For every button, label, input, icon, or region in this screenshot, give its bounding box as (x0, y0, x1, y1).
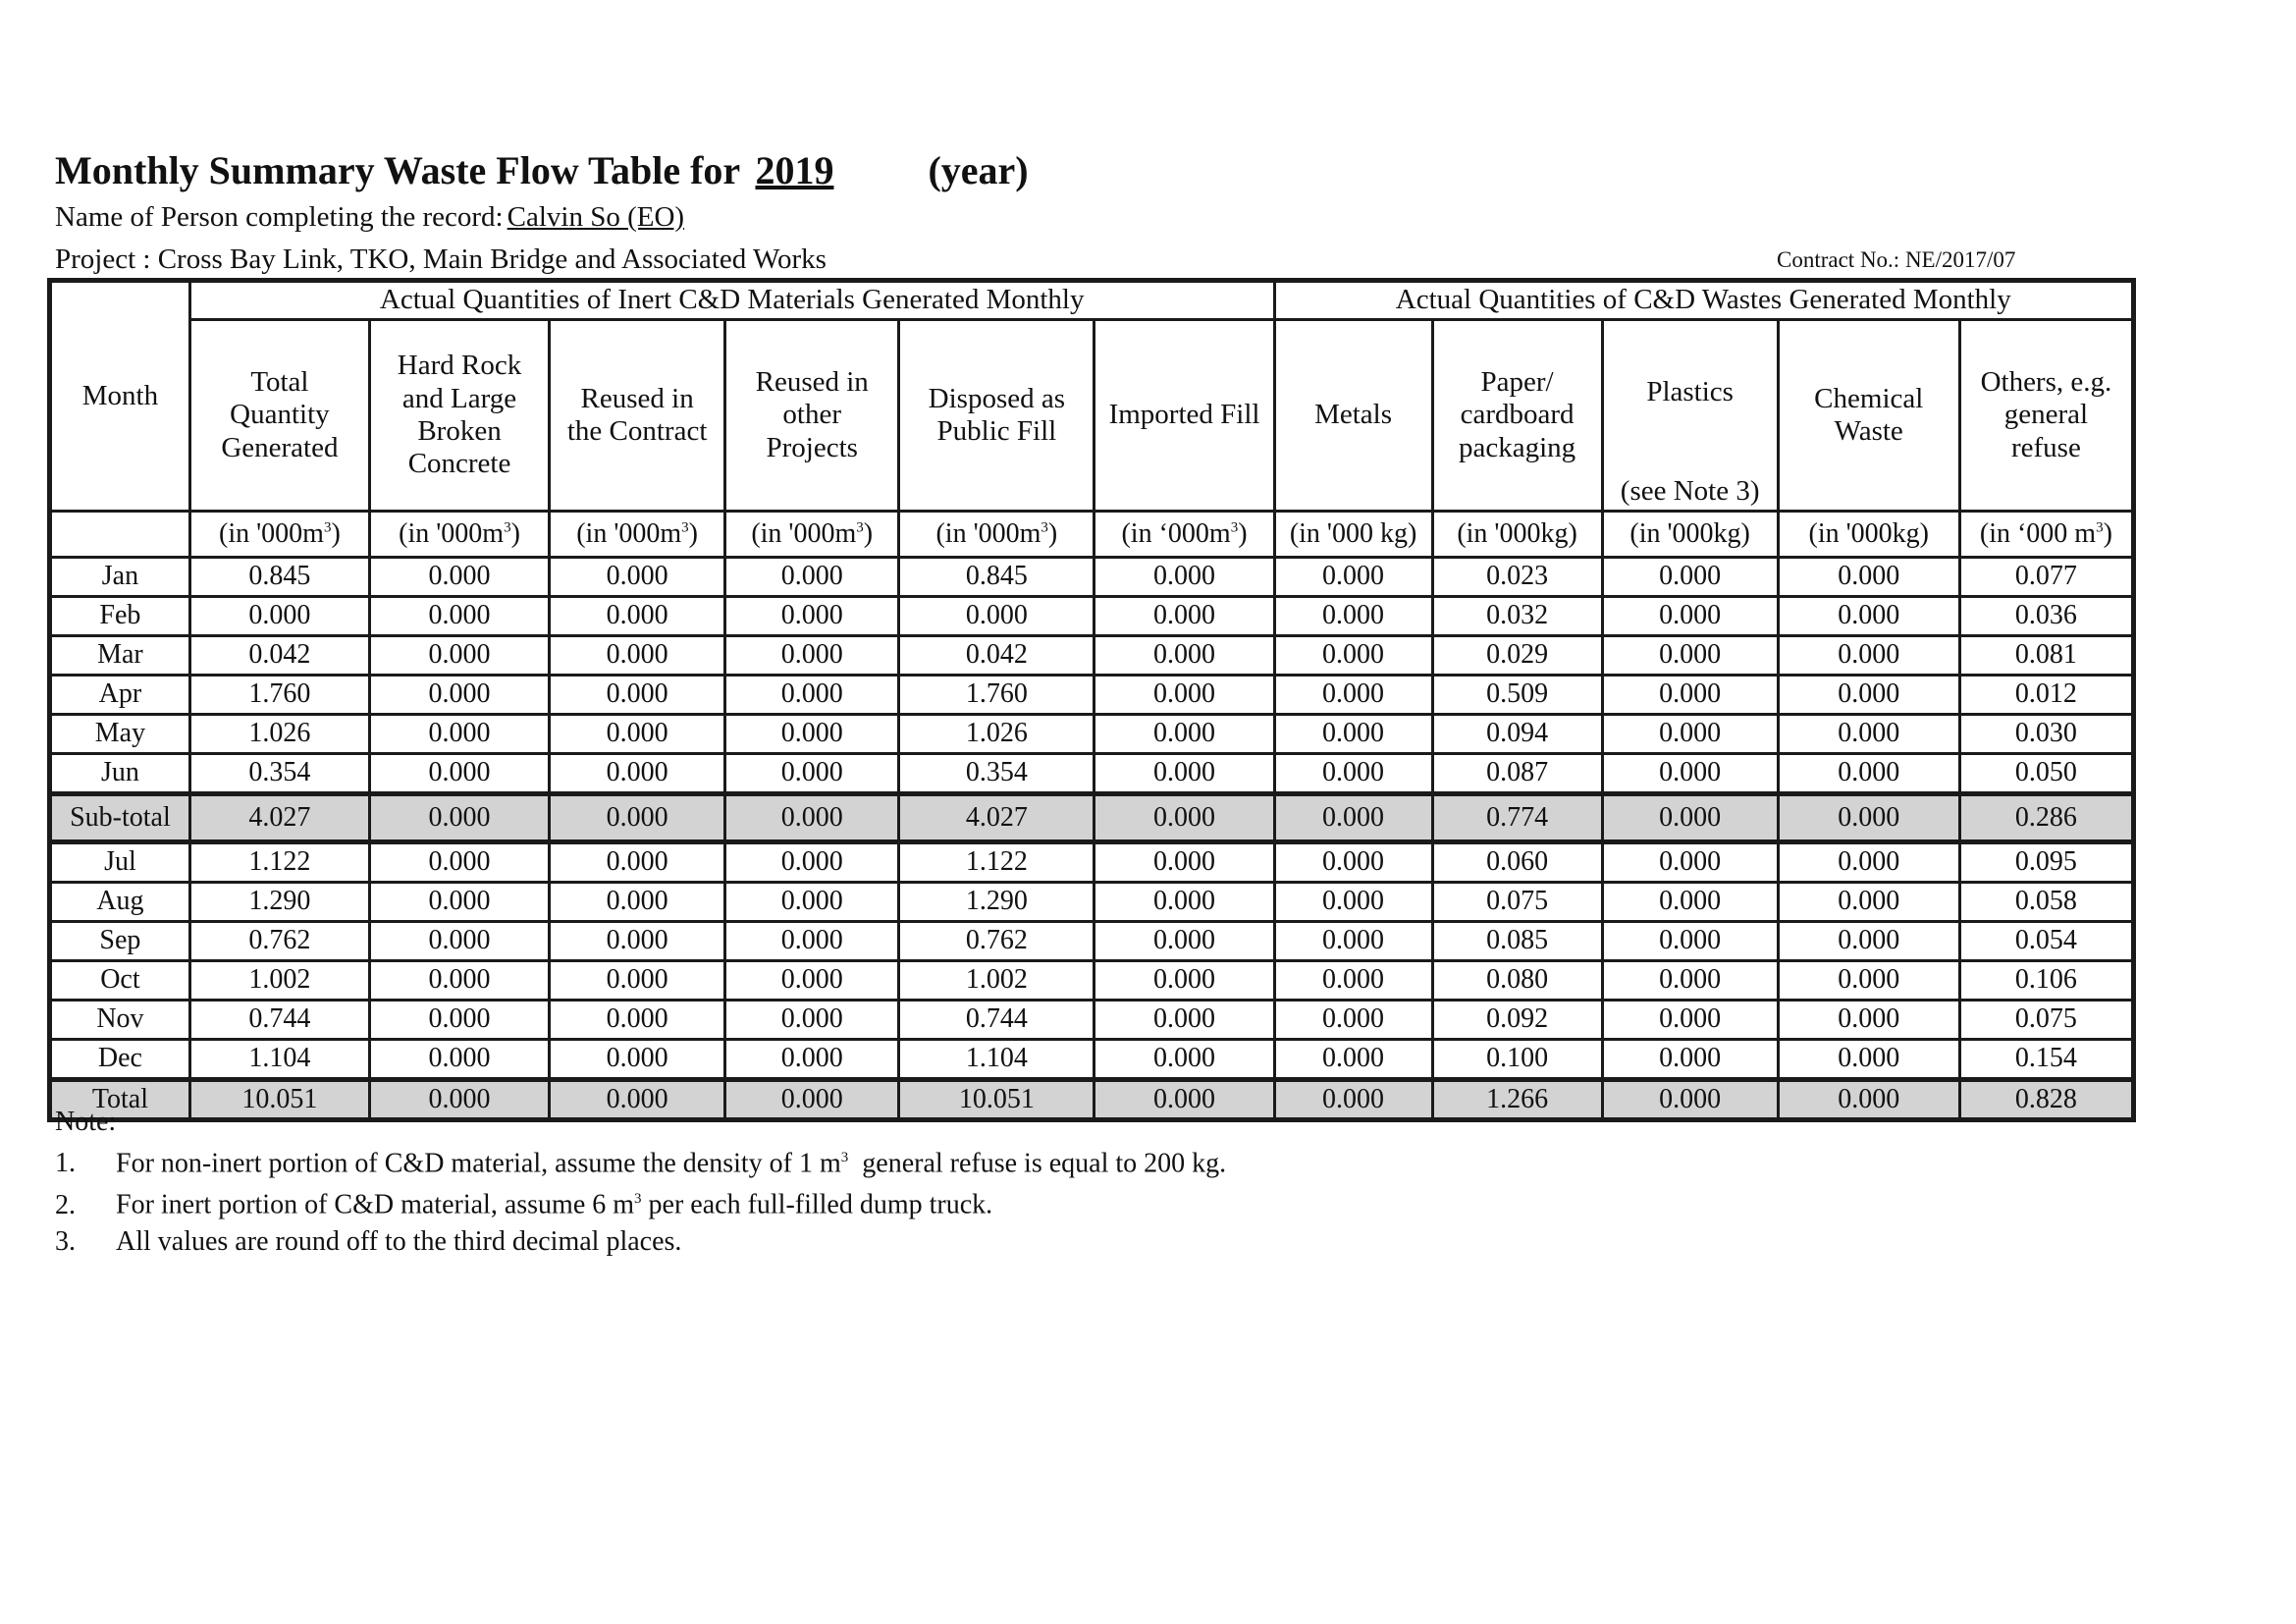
value-cell: 0.000 (1095, 676, 1274, 715)
column-header (1095, 320, 1274, 512)
month-cell: Oct (50, 961, 190, 1001)
column-header (899, 320, 1095, 512)
value-cell: 0.050 (1959, 754, 2133, 794)
value-cell: 0.774 (1432, 794, 1602, 842)
month-cell: Total (50, 1080, 190, 1120)
column-header-label: Plastics (1646, 376, 1734, 407)
month-cell: Aug (50, 883, 190, 922)
value-cell: 0.000 (1778, 1040, 1959, 1080)
value-cell: 0.762 (189, 922, 369, 961)
value-cell: 0.000 (550, 922, 725, 961)
unit-text: (in '000kg) (1457, 517, 1577, 549)
note-number: 3. (55, 1225, 76, 1257)
waste-flow-table (47, 278, 2136, 1122)
table-row (50, 636, 2134, 676)
value-cell: 0.000 (369, 1001, 549, 1040)
value-cell: 0.000 (369, 794, 549, 842)
value-cell: 0.094 (1432, 715, 1602, 754)
value-cell: 0.030 (1959, 715, 2133, 754)
value-cell: 0.060 (1432, 842, 1602, 883)
unit-text: (in ‘000m (1121, 517, 1231, 549)
value-cell: 0.000 (369, 922, 549, 961)
column-header-line: Metals (1314, 399, 1393, 431)
value-cell: 0.000 (1602, 715, 1778, 754)
notes-heading: Note: (55, 1107, 117, 1137)
column-unit (1432, 512, 1602, 558)
unit-superscript: 3 (681, 519, 689, 536)
value-cell: 0.000 (1602, 1001, 1778, 1040)
person-label: Name of Person completing the record: (55, 201, 504, 233)
value-cell: 0.000 (550, 676, 725, 715)
table-row (50, 597, 2134, 636)
column-header-line: and Large (401, 382, 517, 414)
value-cell: 0.000 (1778, 1080, 1959, 1120)
value-cell: 0.000 (1095, 1080, 1274, 1120)
value-cell: 0.000 (899, 597, 1095, 636)
value-cell: 0.000 (1274, 883, 1432, 922)
value-cell: 1.002 (189, 961, 369, 1001)
value-cell: 10.051 (899, 1080, 1095, 1120)
note-item (55, 1181, 1226, 1222)
value-cell: 0.354 (189, 754, 369, 794)
month-cell: Apr (50, 676, 190, 715)
value-cell: 0.000 (1095, 842, 1274, 883)
notes-section (55, 1104, 1226, 1260)
column-header-line: Hard Rock (397, 350, 522, 382)
value-cell: 0.000 (1274, 676, 1432, 715)
value-cell: 1.002 (899, 961, 1095, 1001)
value-cell: 0.032 (1432, 597, 1602, 636)
value-cell: 0.000 (1274, 597, 1432, 636)
value-cell: 0.000 (1778, 961, 1959, 1001)
value-cell: 0.000 (550, 842, 725, 883)
value-cell: 0.100 (1432, 1040, 1602, 1080)
value-cell: 0.000 (1274, 961, 1432, 1001)
value-cell: 0.000 (1274, 558, 1432, 597)
value-cell: 0.286 (1959, 794, 2133, 842)
column-header-note: (see Note 3) (1620, 474, 1760, 507)
table-row (50, 883, 2134, 922)
column-header-line: Concrete (407, 448, 511, 480)
value-cell: 0.000 (550, 715, 725, 754)
value-cell: 0.000 (550, 754, 725, 794)
column-header-line: Reused in (755, 365, 869, 398)
value-cell: 0.845 (899, 558, 1095, 597)
column-header-line: refuse (2010, 431, 2081, 463)
value-cell: 0.354 (899, 754, 1095, 794)
value-cell: 0.828 (1959, 1080, 2133, 1120)
value-cell: 0.081 (1959, 636, 2133, 676)
value-cell: 0.000 (725, 754, 899, 794)
value-cell: 0.085 (1432, 922, 1602, 961)
value-cell: 0.000 (1095, 794, 1274, 842)
note-number: 2. (55, 1189, 76, 1220)
value-cell: 0.058 (1959, 883, 2133, 922)
value-cell: 0.000 (1095, 636, 1274, 676)
column-unit (1602, 512, 1778, 558)
unit-end: ) (331, 517, 341, 549)
value-cell: 4.027 (189, 794, 369, 842)
value-cell: 1.026 (899, 715, 1095, 754)
value-cell: 0.000 (550, 961, 725, 1001)
value-cell: 0.000 (725, 636, 899, 676)
value-cell: 0.000 (369, 1040, 549, 1080)
value-cell: 0.000 (725, 883, 899, 922)
month-header: Month (50, 281, 190, 512)
value-cell: 0.023 (1432, 558, 1602, 597)
value-cell: 0.000 (550, 883, 725, 922)
month-cell: Jun (50, 754, 190, 794)
value-cell: 4.027 (899, 794, 1095, 842)
column-header (189, 320, 369, 512)
unit-superscript: 3 (323, 519, 332, 536)
month-cell: Mar (50, 636, 190, 676)
table-row (50, 842, 2134, 883)
unit-superscript: 3 (856, 519, 864, 536)
table-row (50, 754, 2134, 794)
value-cell: 1.104 (189, 1040, 369, 1080)
unit-superscript: 3 (1041, 519, 1048, 536)
column-unit (550, 512, 725, 558)
unit-end: ) (1238, 517, 1248, 549)
column-header-line: Broken (417, 415, 502, 447)
month-cell: Nov (50, 1001, 190, 1040)
value-cell: 0.000 (369, 883, 549, 922)
column-unit (1095, 512, 1274, 558)
value-cell: 0.000 (1095, 961, 1274, 1001)
value-cell: 0.000 (1274, 794, 1432, 842)
value-cell: 0.000 (550, 597, 725, 636)
column-unit (189, 512, 369, 558)
value-cell: 0.000 (725, 1080, 899, 1120)
value-cell: 0.000 (369, 558, 549, 597)
value-cell: 0.000 (369, 636, 549, 676)
value-cell: 0.762 (899, 922, 1095, 961)
value-cell: 0.087 (1432, 754, 1602, 794)
value-cell: 0.000 (725, 558, 899, 597)
value-cell: 0.000 (550, 1040, 725, 1080)
column-header-line: Paper/ (1480, 365, 1554, 398)
value-cell: 0.000 (1274, 1080, 1432, 1120)
month-cell: Jan (50, 558, 190, 597)
column-header-line: Quantity (230, 399, 330, 431)
note-text-end: per each full-filled dump truck. (641, 1189, 993, 1220)
note-item (55, 1223, 1226, 1260)
value-cell: 0.000 (550, 636, 725, 676)
value-cell: 0.000 (1602, 754, 1778, 794)
column-header-line: the Contract (566, 415, 708, 447)
value-cell: 1.122 (899, 842, 1095, 883)
value-cell: 0.000 (1274, 1040, 1432, 1080)
value-cell: 0.080 (1432, 961, 1602, 1001)
column-header-line: packaging (1458, 431, 1576, 463)
value-cell: 0.000 (1778, 676, 1959, 715)
column-header-line: Disposed as (928, 382, 1066, 414)
unit-text: (in '000kg) (1629, 517, 1750, 549)
value-cell: 0.054 (1959, 922, 2133, 961)
value-cell: 0.000 (1095, 754, 1274, 794)
column-header-line: Others, e.g. (1980, 365, 2112, 398)
value-cell: 0.000 (1778, 715, 1959, 754)
value-cell: 0.000 (1778, 794, 1959, 842)
value-cell: 0.000 (725, 961, 899, 1001)
value-cell: 1.266 (1432, 1080, 1602, 1120)
value-cell: 0.000 (1095, 558, 1274, 597)
title-year: 2019 (755, 148, 834, 192)
value-cell: 0.000 (1778, 922, 1959, 961)
table-row (50, 1040, 2134, 1080)
value-cell: 0.000 (550, 794, 725, 842)
person-line (55, 201, 684, 234)
value-cell: 0.000 (1602, 794, 1778, 842)
value-cell: 0.000 (725, 1001, 899, 1040)
value-cell: 0.095 (1959, 842, 2133, 883)
value-cell: 0.000 (1602, 558, 1778, 597)
note-text: For non-inert portion of C&D material, assume the density of 1 m (116, 1148, 841, 1179)
page-title (55, 147, 1029, 193)
month-cell: Sep (50, 922, 190, 961)
column-header-line: general (2003, 399, 2089, 431)
unit-text: (in '000kg) (1808, 517, 1929, 549)
value-cell: 0.000 (369, 676, 549, 715)
column-header-line: cardboard (1460, 399, 1575, 431)
unit-superscript: 3 (504, 519, 511, 536)
column-unit (369, 512, 549, 558)
column-header-line: Public Fill (936, 415, 1057, 447)
value-cell: 0.012 (1959, 676, 2133, 715)
value-cell: 0.000 (1095, 922, 1274, 961)
column-header-line: Total (250, 365, 309, 398)
value-cell: 0.075 (1432, 883, 1602, 922)
value-cell: 0.000 (1602, 883, 1778, 922)
column-header (1602, 320, 1778, 512)
note-number: 1. (55, 1148, 76, 1179)
table-row (50, 558, 2134, 597)
value-cell: 0.075 (1959, 1001, 2133, 1040)
value-cell: 0.000 (1602, 842, 1778, 883)
value-cell: 0.000 (369, 961, 549, 1001)
value-cell: 1.290 (899, 883, 1095, 922)
value-cell: 0.000 (1602, 597, 1778, 636)
value-cell: 0.000 (550, 1001, 725, 1040)
project-line: Project : Cross Bay Link, TKO, Main Bridge and Associated Works (55, 244, 827, 275)
value-cell: 0.077 (1959, 558, 2133, 597)
value-cell: 0.000 (1095, 883, 1274, 922)
column-header-line: other (782, 399, 841, 431)
column-header (1274, 320, 1432, 512)
column-header-line: Chemical (1814, 382, 1924, 414)
value-cell: 0.000 (1778, 597, 1959, 636)
title-prefix: Monthly Summary Waste Flow Table for (55, 148, 740, 192)
column-header (1778, 320, 1959, 512)
unit-text: (in '000m (576, 517, 682, 549)
unit-superscript: 3 (1230, 519, 1239, 536)
unit-text: (in '000 kg) (1289, 517, 1417, 549)
value-cell: 0.744 (189, 1001, 369, 1040)
month-cell: Jul (50, 842, 190, 883)
month-cell: Dec (50, 1040, 190, 1080)
value-cell: 0.000 (369, 597, 549, 636)
month-cell: May (50, 715, 190, 754)
column-header-line: Imported Fill (1108, 399, 1260, 431)
note-text: For inert portion of C&D material, assume 6 m (116, 1189, 635, 1220)
waste-group-header: Actual Quantities of C&D Wastes Generated Monthly (1274, 281, 2133, 320)
note-text: All values are round off to the third decimal places. (116, 1225, 682, 1257)
value-cell: 0.000 (369, 715, 549, 754)
value-cell: 0.000 (369, 842, 549, 883)
value-cell: 1.290 (189, 883, 369, 922)
unit-end: ) (1047, 517, 1058, 549)
value-cell: 1.122 (189, 842, 369, 883)
unit-text: (in '000m (399, 517, 505, 549)
value-cell: 0.000 (1778, 558, 1959, 597)
value-cell: 0.000 (725, 794, 899, 842)
person-name: Calvin So (EO) (507, 201, 685, 233)
value-cell: 0.000 (1274, 842, 1432, 883)
value-cell: 1.026 (189, 715, 369, 754)
column-header-line: Generated (221, 431, 339, 463)
value-cell: 0.000 (1778, 842, 1959, 883)
value-cell: 0.509 (1432, 676, 1602, 715)
value-cell: 0.000 (1095, 715, 1274, 754)
value-cell: 0.000 (1602, 636, 1778, 676)
value-cell: 0.029 (1432, 636, 1602, 676)
value-cell: 0.000 (1602, 961, 1778, 1001)
value-cell: 0.106 (1959, 961, 2133, 1001)
table-row (50, 961, 2134, 1001)
value-cell: 0.000 (1602, 1040, 1778, 1080)
month-cell: Feb (50, 597, 190, 636)
value-cell: 0.000 (550, 1080, 725, 1120)
unit-end: ) (2103, 517, 2112, 549)
value-cell: 10.051 (189, 1080, 369, 1120)
value-cell: 0.000 (725, 597, 899, 636)
column-unit (1778, 512, 1959, 558)
value-cell: 0.000 (550, 558, 725, 597)
value-cell: 0.000 (1778, 754, 1959, 794)
value-cell: 0.000 (1602, 922, 1778, 961)
unit-text: (in '000m (219, 517, 324, 549)
column-header (1432, 320, 1602, 512)
column-header (550, 320, 725, 512)
value-cell: 0.000 (1602, 1080, 1778, 1120)
value-cell: 0.042 (899, 636, 1095, 676)
value-cell: 0.000 (1095, 597, 1274, 636)
note-superscript: 3 (634, 1191, 642, 1208)
value-cell: 0.000 (1778, 636, 1959, 676)
value-cell: 1.760 (899, 676, 1095, 715)
value-cell: 0.042 (189, 636, 369, 676)
value-cell: 0.000 (369, 1080, 549, 1120)
column-header (725, 320, 899, 512)
value-cell: 0.000 (1274, 922, 1432, 961)
unit-text: (in '000m (935, 517, 1041, 549)
unit-end: ) (688, 517, 698, 549)
month-cell: Sub-total (50, 794, 190, 842)
value-cell: 0.000 (725, 676, 899, 715)
value-cell: 1.760 (189, 676, 369, 715)
value-cell: 0.000 (725, 922, 899, 961)
column-header-line: Reused in (580, 382, 694, 414)
value-cell: 0.154 (1959, 1040, 2133, 1080)
value-cell: 0.845 (189, 558, 369, 597)
value-cell: 0.000 (1602, 676, 1778, 715)
unit-end: ) (863, 517, 874, 549)
column-header-line: Waste (1834, 415, 1903, 447)
month-unit-cell (50, 512, 190, 558)
value-cell: 0.000 (1778, 1001, 1959, 1040)
value-cell: 0.000 (725, 1040, 899, 1080)
value-cell: 0.000 (189, 597, 369, 636)
column-unit (1274, 512, 1432, 558)
note-text-end: general refuse is equal to 200 kg. (848, 1148, 1227, 1179)
table-row (50, 676, 2134, 715)
value-cell: 0.000 (1095, 1040, 1274, 1080)
value-cell: 0.000 (1274, 1001, 1432, 1040)
column-header-line: Projects (766, 431, 858, 463)
value-cell: 0.000 (725, 842, 899, 883)
value-cell: 0.000 (1274, 715, 1432, 754)
value-cell: 0.000 (1778, 883, 1959, 922)
value-cell: 0.036 (1959, 597, 2133, 636)
value-cell: 0.000 (1274, 636, 1432, 676)
value-cell: 0.000 (1274, 754, 1432, 794)
value-cell: 1.104 (899, 1040, 1095, 1080)
notes-list (55, 1140, 1226, 1260)
value-cell: 0.092 (1432, 1001, 1602, 1040)
value-cell: 0.000 (369, 754, 549, 794)
value-cell: 0.744 (899, 1001, 1095, 1040)
table-row (50, 1001, 2134, 1040)
unit-text: (in '000m (751, 517, 857, 549)
column-header (1959, 320, 2133, 512)
inert-group-header: Actual Quantities of Inert C&D Materials Generated Monthly (189, 281, 1274, 320)
table-row (50, 715, 2134, 754)
column-unit (899, 512, 1095, 558)
column-unit (725, 512, 899, 558)
column-unit (1959, 512, 2133, 558)
note-item (55, 1140, 1226, 1181)
contract-number: Contract No.: NE/2017/07 (1777, 247, 2016, 272)
unit-end: ) (510, 517, 520, 549)
subtotal-row (50, 794, 2134, 842)
table-row (50, 922, 2134, 961)
title-suffix: (year) (928, 148, 1029, 192)
value-cell: 0.000 (1095, 1001, 1274, 1040)
value-cell: 0.000 (725, 715, 899, 754)
column-header (369, 320, 549, 512)
unit-text: (in ‘000 m (1979, 517, 2097, 549)
note-superscript: 3 (840, 1150, 849, 1165)
unit-superscript: 3 (2096, 519, 2104, 536)
